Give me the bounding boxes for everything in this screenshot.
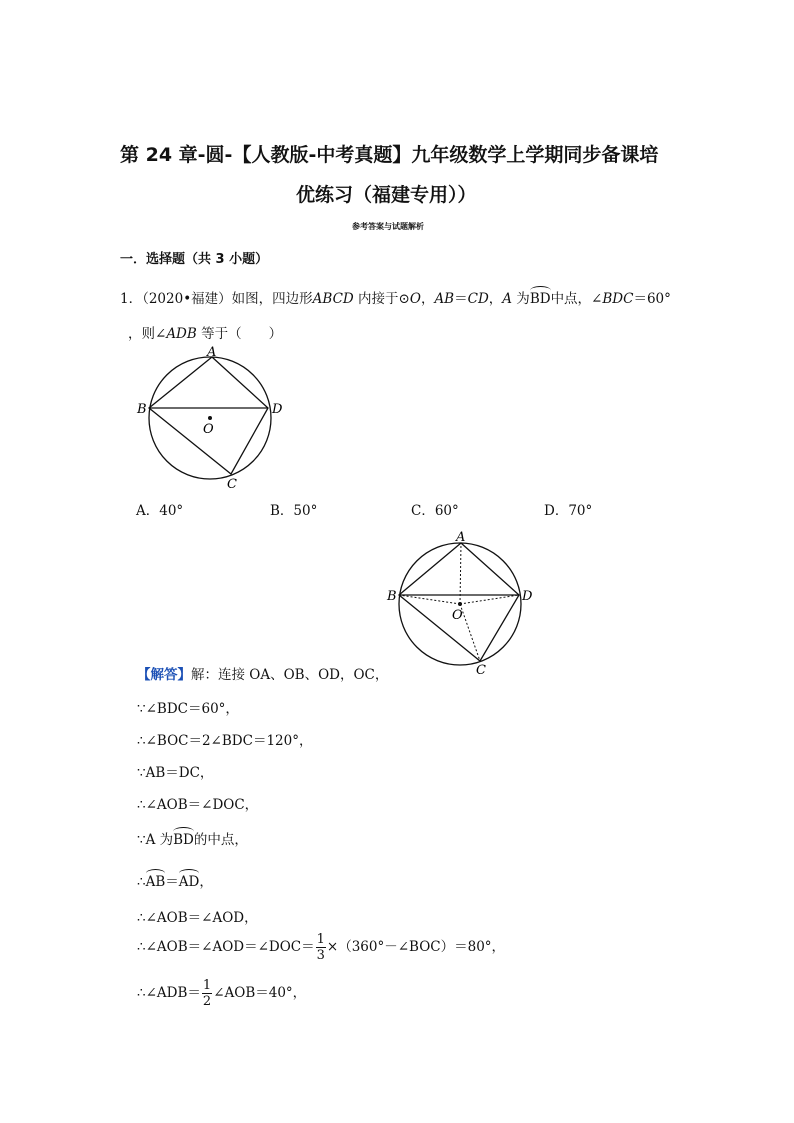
label-d: D [272, 402, 283, 417]
option-d[interactable] [544, 499, 592, 519]
solution-line-8: ∴∠AOB＝∠AOD， [137, 910, 258, 926]
question-source: （2020•福建）如图，四边形 [142, 291, 313, 307]
segment-od [460, 595, 519, 604]
q-text: A [502, 291, 513, 307]
fraction-numerator: 1 [202, 978, 212, 993]
solution-text: ， [199, 874, 213, 890]
option-b[interactable] [270, 499, 317, 519]
fraction-one-half [202, 978, 212, 1009]
option-value: 40° [159, 503, 184, 519]
solution-text: ∵A 为 [137, 832, 174, 848]
fraction-denominator: 2 [202, 994, 212, 1009]
option-c[interactable] [411, 499, 459, 519]
section-heading: 一．选择题（共 3 小题） [120, 252, 269, 267]
solution-text: ∴∠ADB＝ [137, 985, 201, 1001]
page-subtitle: 参考答案与试题解析 [352, 222, 424, 231]
label-b: B [137, 402, 147, 417]
arc-ad: AD [178, 874, 200, 890]
solution-line-3: ∴∠BOC＝2∠BDC＝120°， [137, 733, 313, 749]
q-text: O [409, 291, 421, 307]
fraction-denominator: 3 [316, 948, 325, 963]
option-a[interactable] [136, 499, 183, 519]
solution-line-6 [137, 828, 248, 848]
arc-bd: BD [173, 832, 194, 848]
solution-line-5: ∴∠AOB＝∠DOC， [137, 797, 259, 813]
option-letter: A． [136, 503, 160, 519]
question-line2 [128, 322, 282, 342]
page-title-line2: 优练习（福建专用）） [296, 184, 477, 206]
solution-text: ×（360°－∠BOC）＝80°， [326, 939, 506, 955]
question-number: 1． [120, 291, 143, 307]
option-letter: D． [544, 503, 569, 519]
label-a: A [456, 530, 466, 545]
label-b: B [387, 589, 397, 604]
q-text: ＝60° [633, 291, 671, 307]
q-text: ＝ [454, 291, 468, 307]
fraction-numerator: 1 [316, 932, 325, 947]
label-d: D [522, 589, 533, 604]
solution-text: ＝ [165, 874, 179, 890]
q-text: ， [420, 291, 435, 307]
q-text: 内接于⊙ [353, 291, 410, 307]
q-text: ABCD [312, 291, 354, 307]
option-value: 50° [293, 503, 318, 519]
q-text: ADB [166, 326, 197, 342]
page-title-line1: 第 24 章-圆-【人教版-中考真题】九年级数学上学期同步备课培 [120, 144, 659, 166]
solution-line-1 [137, 663, 388, 683]
center-point [458, 602, 462, 606]
q-text: 为 [512, 291, 530, 307]
solution-line-2: ∵∠BDC＝60°， [137, 701, 239, 717]
solution-tag: 【解答】 [137, 667, 191, 683]
q-text: 中点，∠ [550, 291, 603, 307]
option-letter: C． [411, 503, 435, 519]
q-text: ，则∠ [128, 326, 167, 342]
option-value: 60° [434, 503, 459, 519]
solution-figure [380, 525, 540, 680]
center-point [208, 416, 212, 420]
option-value: 70° [568, 503, 593, 519]
q-text: 等于（ ） [196, 326, 283, 342]
solution-line-10 [137, 978, 306, 1009]
question-figure [130, 340, 290, 500]
solution-text: ∠AOB＝40°， [213, 985, 307, 1001]
label-o: O [203, 422, 214, 437]
q-text: CD [467, 291, 489, 307]
solution-line-7 [137, 870, 213, 890]
solution-text: 的中点， [193, 832, 248, 848]
solution-text: 解：连接 OA、OB、OD，OC， [191, 667, 389, 683]
solution-line-9 [137, 932, 505, 963]
q-text: BDC [602, 291, 634, 307]
label-c: C [227, 477, 237, 492]
question-line1 [120, 287, 671, 307]
solution-text: ∴∠AOB＝∠AOD＝∠DOC＝ [137, 939, 315, 955]
q-text: ， [488, 291, 503, 307]
arc-ab: AB [145, 874, 166, 890]
q-text: AB [434, 291, 455, 307]
solution-line-4: ∵AB＝DC， [137, 765, 214, 781]
label-o: O [452, 608, 463, 623]
solution-text: ∴ [137, 874, 146, 890]
fraction-one-third [316, 932, 326, 963]
label-c: C [476, 663, 486, 678]
arc-bd: BD [529, 291, 551, 307]
option-letter: B． [270, 503, 294, 519]
label-a: A [207, 345, 217, 360]
